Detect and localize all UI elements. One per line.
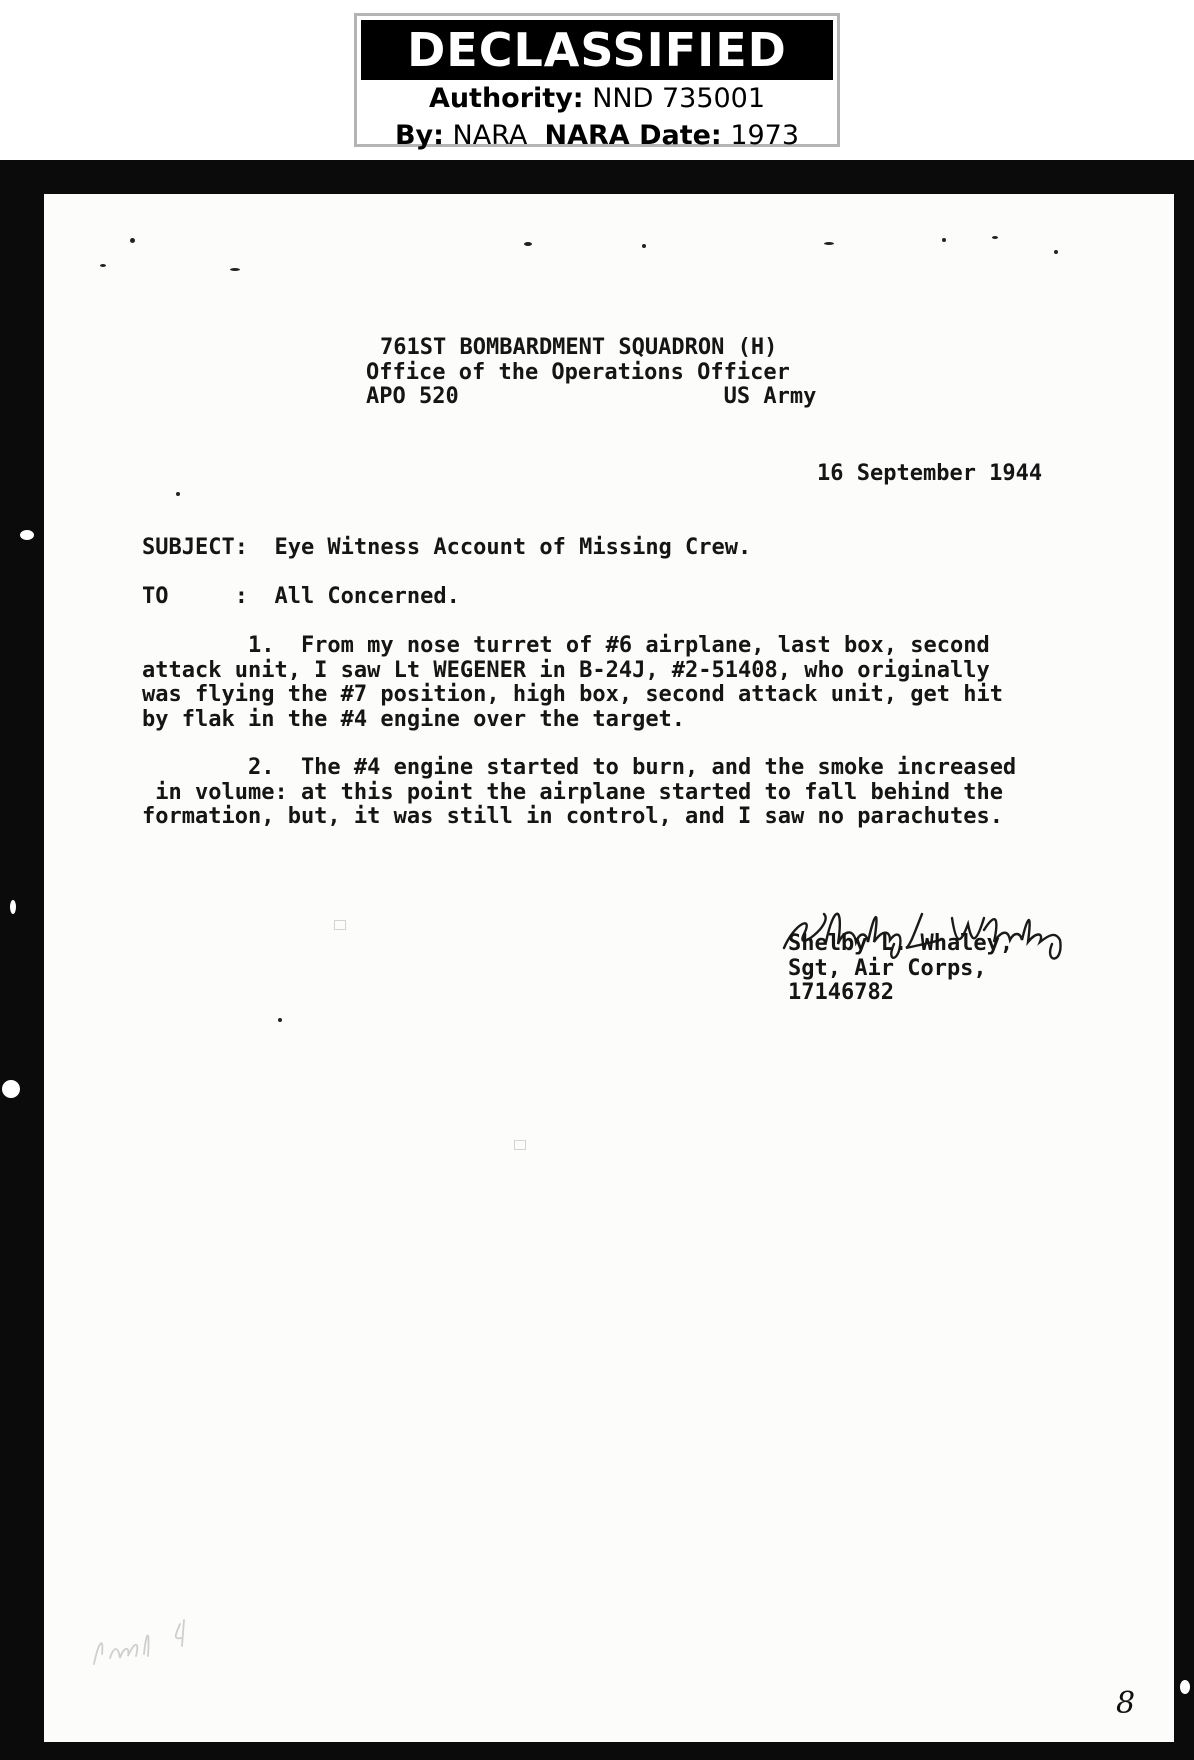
scan-edge-mark — [10, 900, 16, 914]
scan-speck — [176, 492, 180, 496]
paragraph-line: formation, but, it was still in control, and I saw no parachutes. — [142, 804, 1003, 829]
letter-paper — [44, 194, 1174, 1742]
scan-edge-mark — [1180, 1680, 1190, 1694]
paragraph-1 — [142, 634, 1003, 732]
paragraph-line: 1. From my nose turret of #6 airplane, last box, second — [142, 633, 990, 658]
scan-speck — [1054, 250, 1058, 254]
stamp-by-value: NARA — [452, 120, 528, 151]
scan-speck — [230, 268, 240, 271]
signer-serial: 17146782 — [788, 980, 894, 1005]
letterhead — [366, 336, 816, 410]
paragraph-line: in volume: at this point the airplane started to fall behind the — [142, 779, 1003, 805]
letter-date: 16 September 1944 — [817, 461, 1043, 486]
stamp-authority-line — [357, 83, 837, 114]
paragraph-line: 2. The #4 engine started to burn, and the smoke increased — [142, 755, 1017, 780]
stamp-authority-value: NND 735001 — [592, 83, 766, 114]
scan-speck — [524, 242, 532, 246]
paragraph-line: was flying the #7 position, high box, second attack unit, get hit — [142, 682, 1003, 707]
paragraph-line: attack unit, I saw Lt WEGENER in B-24J, #2-51408, who originally — [142, 657, 990, 683]
faint-mark — [514, 1140, 526, 1150]
paragraph-2 — [142, 756, 1016, 830]
scan-speck — [824, 242, 834, 245]
pencil-annotation — [84, 1584, 234, 1674]
letterhead-apo: APO 520 US Army — [366, 384, 817, 409]
signature-block — [788, 932, 1013, 1006]
scan-edge-mark — [20, 530, 34, 540]
stamp-by-line — [357, 120, 837, 151]
stamp-date-label: NARA Date: — [544, 120, 722, 151]
scan-speck — [992, 236, 998, 239]
signer-name: Shelby L. Whaley, — [788, 931, 1014, 956]
faint-mark — [334, 920, 346, 930]
page-number: 8 — [1116, 1686, 1136, 1721]
scan-edge-mark — [2, 1080, 20, 1098]
scan-speck — [942, 238, 946, 242]
signer-rank: Sgt, Air Corps, — [788, 955, 987, 981]
to-line: TO : All Concerned. — [142, 584, 460, 609]
scanned-page-background — [0, 160, 1194, 1760]
scan-speck — [100, 264, 106, 267]
scan-speck — [278, 1018, 282, 1022]
stamp-authority-label: Authority: — [428, 83, 584, 114]
letterhead-unit: 761ST BOMBARDMENT SQUADRON (H) — [380, 335, 778, 360]
paragraph-line: by flak in the #4 engine over the target. — [142, 706, 686, 732]
stamp-by-label: By: — [394, 120, 444, 151]
stamp-title: DECLASSIFIED — [361, 20, 833, 80]
letterhead-office: Office of the Operations Officer — [366, 359, 790, 385]
stamp-date-value: 1973 — [730, 120, 800, 151]
declassified-stamp — [354, 13, 840, 151]
scan-speck — [642, 244, 646, 248]
scan-speck — [130, 238, 135, 243]
subject-line: SUBJECT: Eye Witness Account of Missing Crew. — [142, 535, 752, 560]
